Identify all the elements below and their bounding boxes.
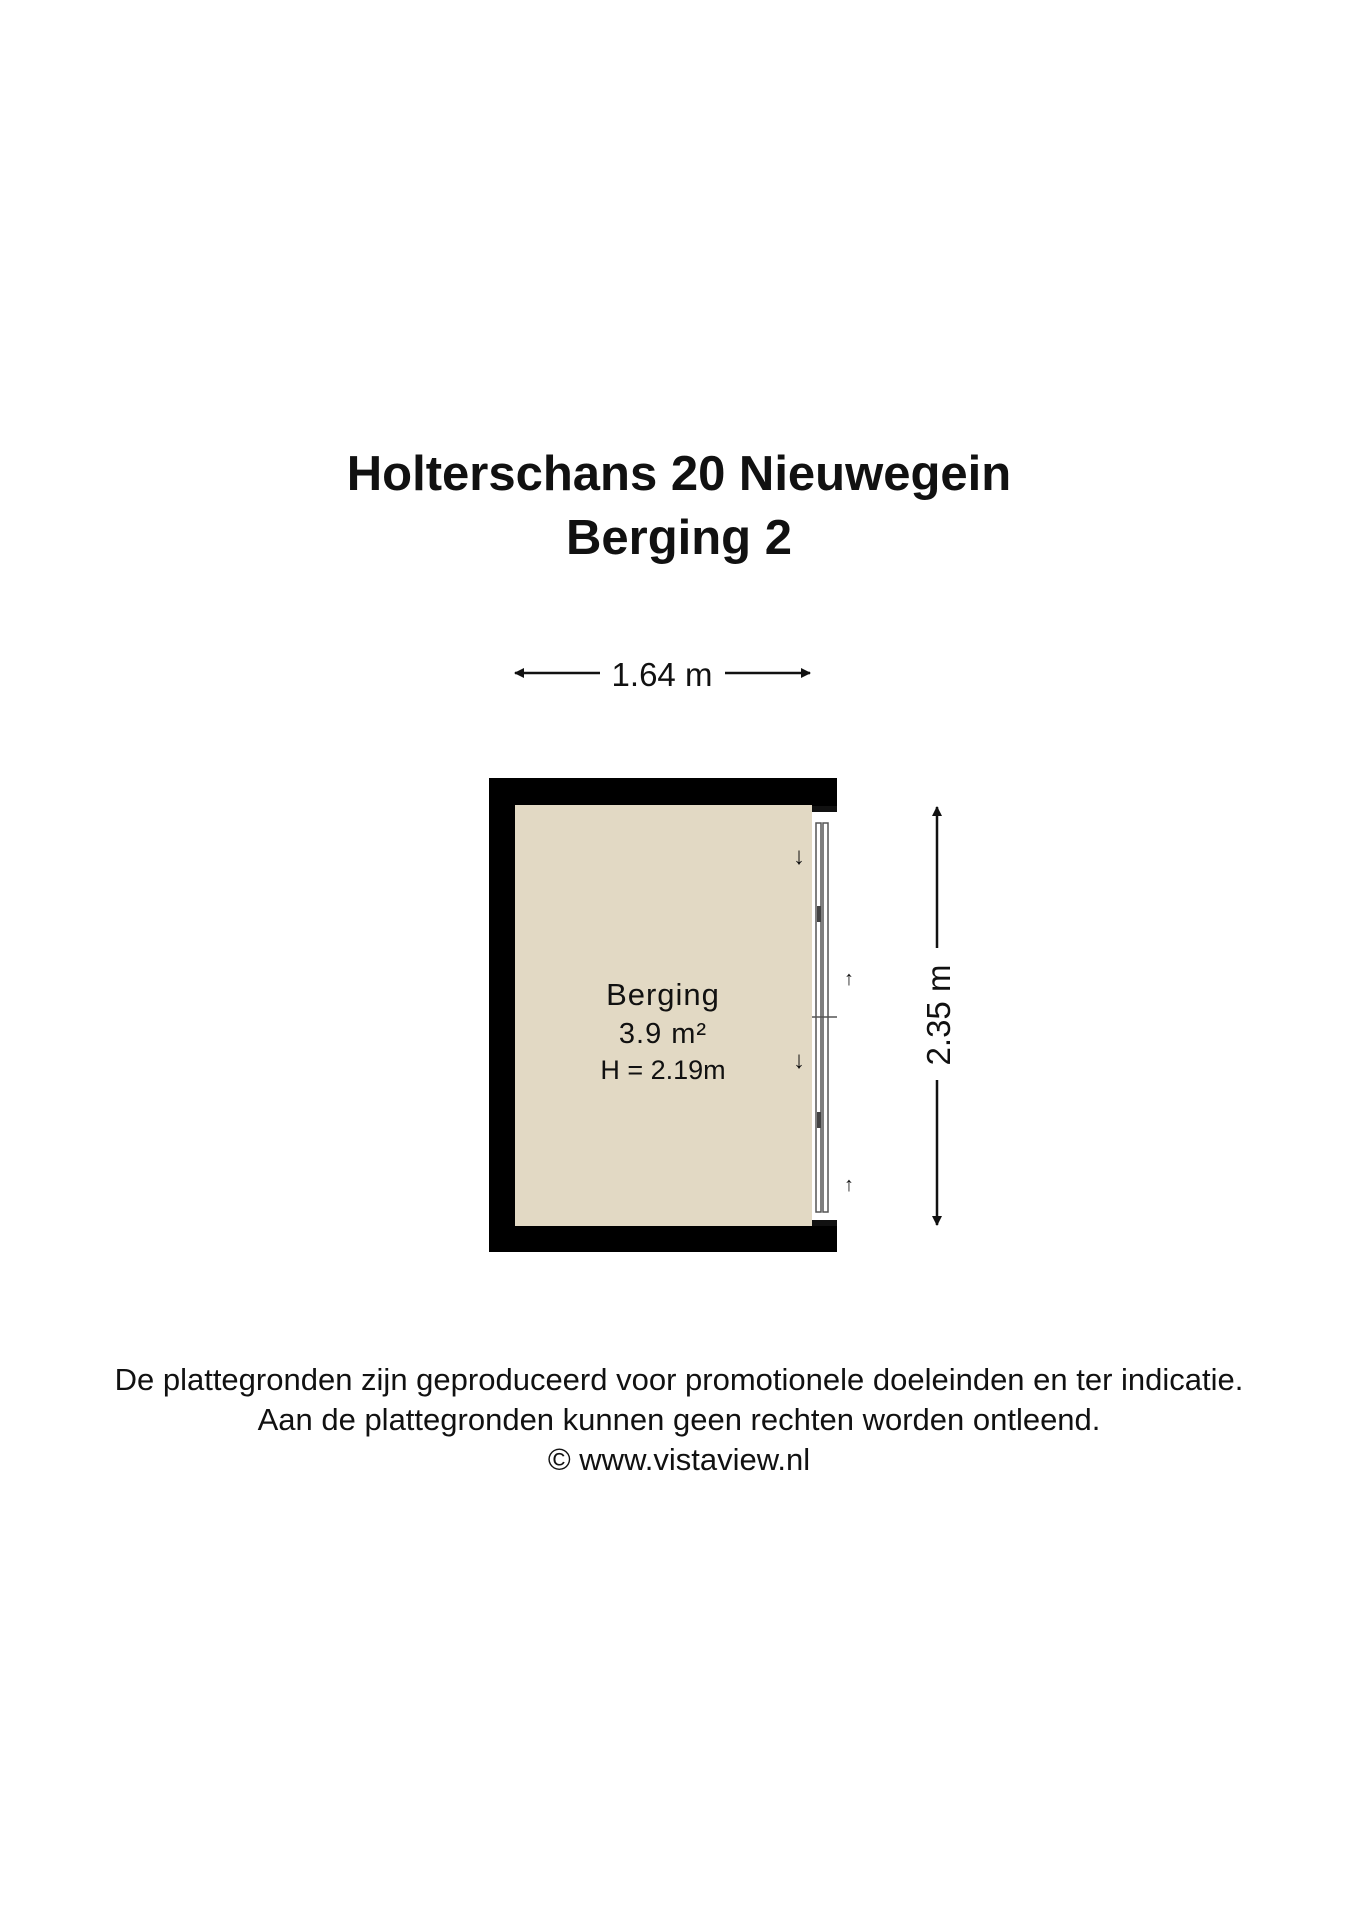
arrow-down-icon: ↓ [793, 1047, 805, 1074]
page-title: Holterschans 20 Nieuwegein [346, 447, 1012, 501]
height-dimension-label: 2.35 m [920, 964, 957, 1066]
room-name: Berging [606, 977, 720, 1012]
room-ceiling-height: H = 2.19m [600, 1055, 726, 1085]
disclaimer-line-1: De plattegronden zijn geproduceerd voor promotionele doeleinden en ter indicatie. [114, 1362, 1244, 1397]
door-jamb-top [812, 806, 837, 812]
disclaimer-line-2: Aan de plattegronden kunnen geen rechten worden ontleend. [257, 1402, 1101, 1437]
room-floor [515, 805, 812, 1226]
arrow-up-icon: ↑ [844, 968, 854, 990]
copyright-notice: © www.vistaview.nl [547, 1442, 811, 1477]
arrow-down-icon: ↓ [793, 843, 805, 870]
width-dimension-label: 1.64 m [611, 656, 713, 693]
page-subtitle: Berging 2 [566, 511, 792, 565]
width-dimension [515, 656, 810, 693]
height-dimension [920, 807, 957, 1225]
door-handle-bottom [817, 1112, 821, 1128]
door-jamb-bottom [812, 1220, 837, 1226]
door-handle-top [817, 906, 821, 922]
room-berging [489, 778, 854, 1252]
room-area: 3.9 m² [618, 1018, 708, 1050]
arrow-up-icon: ↑ [844, 1174, 854, 1196]
